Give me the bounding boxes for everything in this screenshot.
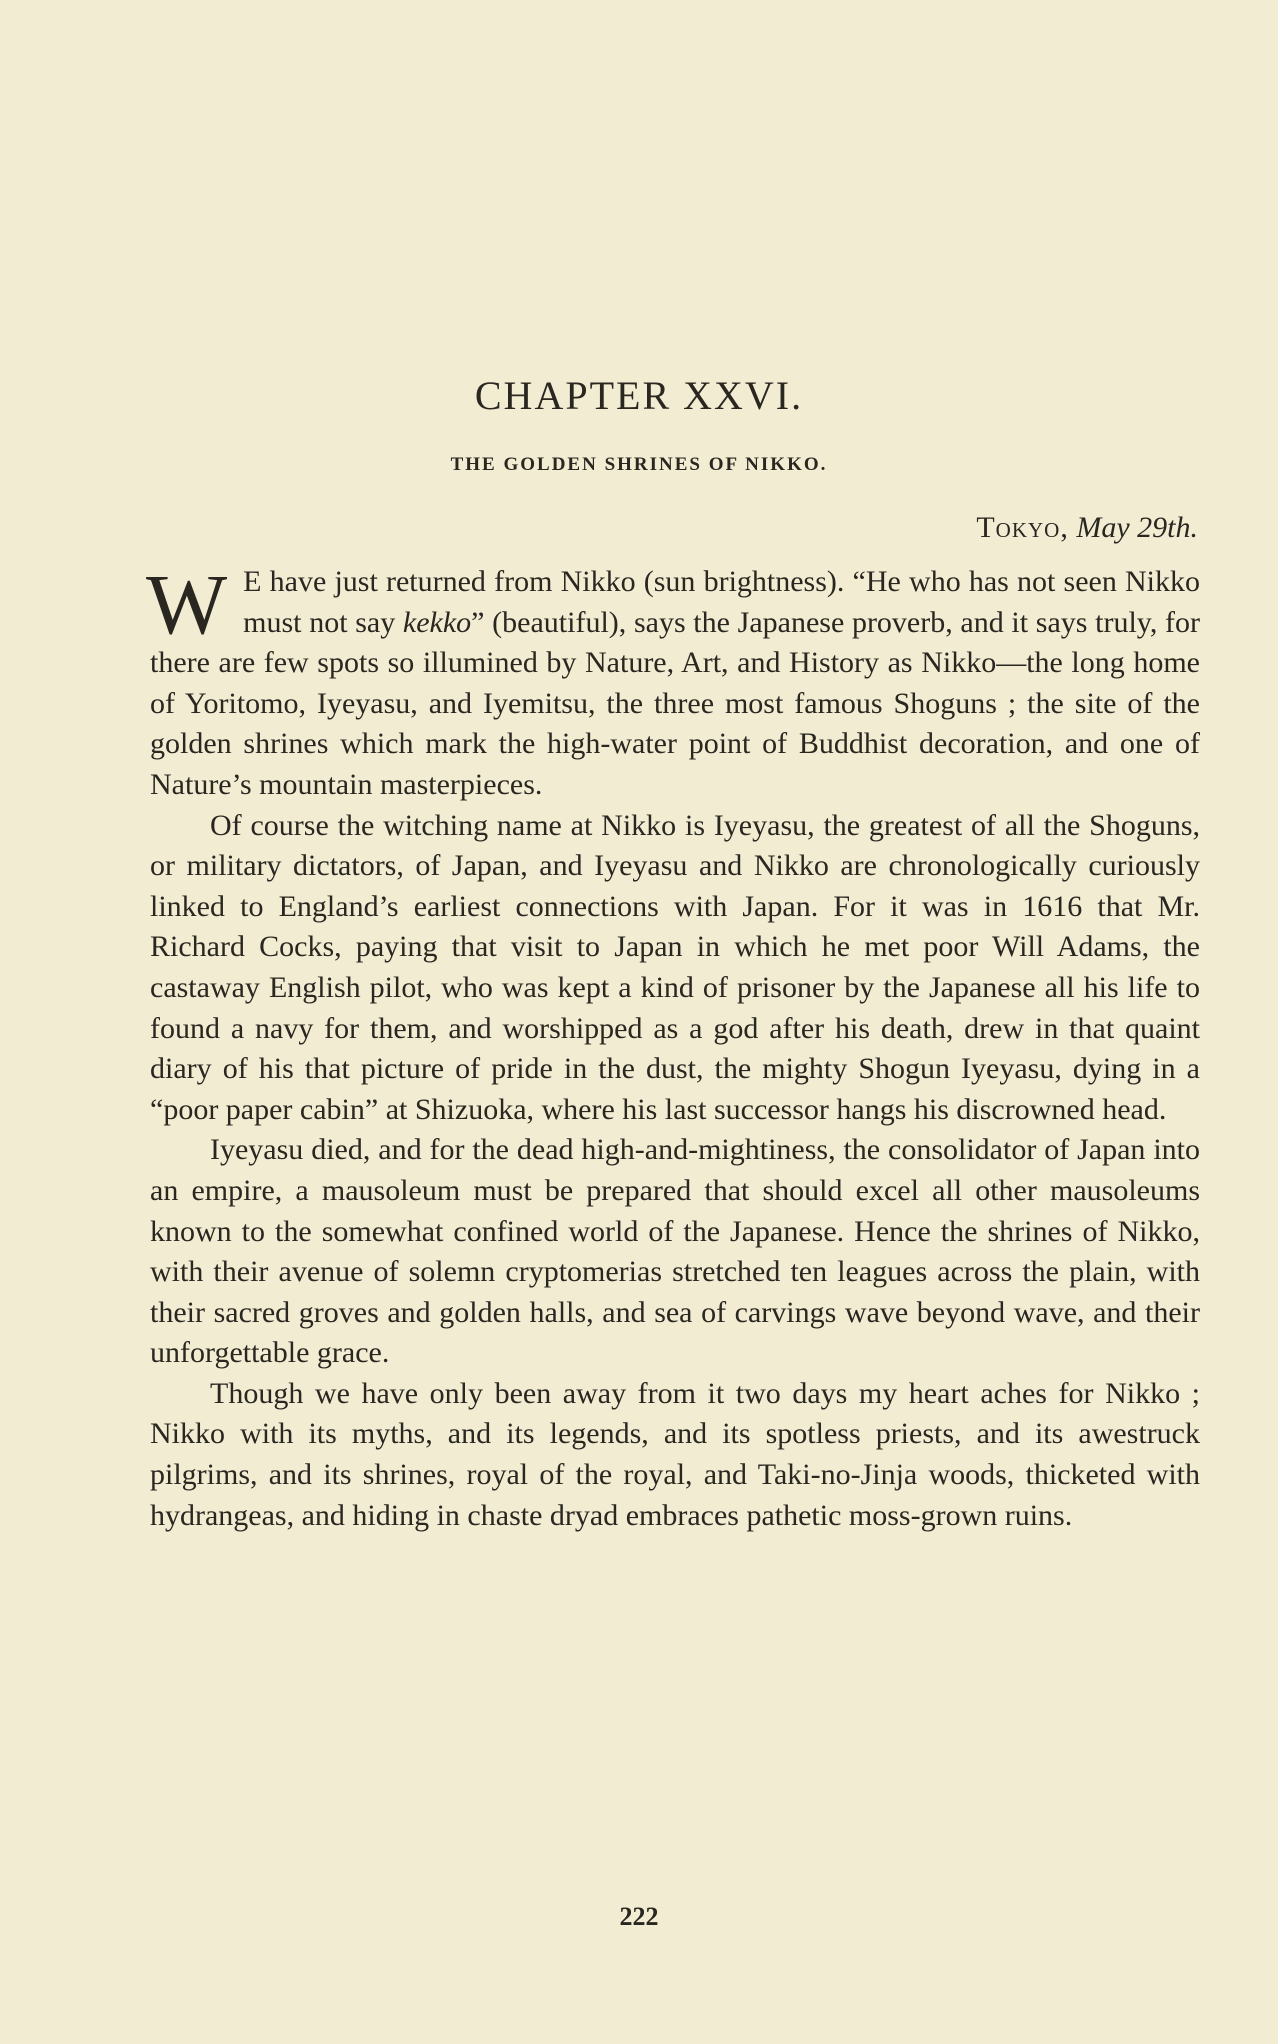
italic-word: kekko (402, 605, 472, 639)
paragraph-1 (146, 556, 1200, 806)
paragraph-3: Iyeyasu died, and for the dead high-and-mightiness, the consolidator of Japan into an empire, a mausoleum must be prepared that should excel all other mausoleums known to the somewhat confined world of the Japanese. Hence the shrines of Nikko, with their avenue of solemn cryptomerias stretched ten leagues across the plain, with their sacred groves and golden halls, and sea of carvings wave beyond wave, and their unforgettable grace. (150, 1133, 1200, 1370)
dateline-date: May 29th. (1076, 511, 1198, 544)
paragraph-2: Of course the witching name at Nikko is Iyeyasu, the greatest of all the Shoguns, or military dictators, of Japan, and Iyeyasu and Nikko are chronologically curiously linked to England’s earliest connections with Japan. For it was in 1616 that Mr. Richard Cocks, paying that visit to Japan in which he met poor Will Adams, the castaway English pilot, who was kept a kind of prisoner by the Japanese all his life to found a navy for them, and worshipped as a god after his death, drew in that quaint diary of his that picture of pride in the dust, the mighty Shogun Iyeyasu, dying in a “poor paper cabin” at Shizuoka, where his last successor hangs his discrowned head. (150, 808, 1200, 1126)
chapter-title: CHAPTER XXVI. (474, 373, 804, 418)
paragraph-4: Though we have only been away from it two days my heart aches for Nikko ; Nikko with its myths, and its legends, and its spotless priests, and its awestruck pilgrims, and its shrines, royal of the royal, and Taki-no-Jinja woods, thicketed with hydrangeas, and hiding in chaste dryad embraces pathetic moss-grown ruins. (150, 1376, 1200, 1532)
chapter-body (146, 556, 1200, 1536)
chapter-subtitle: THE GOLDEN SHRINES OF NIKKO. (450, 454, 828, 475)
drop-cap: W (146, 556, 228, 652)
page-number: 222 (619, 1902, 659, 1931)
dateline-place: Tokyo, (976, 511, 1069, 544)
paragraph-1-text-a: E have just returned from Nikko (sun brightness). “He who has not seen Nikko must not say (243, 565, 1200, 639)
paragraph-1-text-b: ” (beautiful), says the Japanese proverb, and it says truly, for there are few spots so illumined by Nature, Art, and History as Nikko—the long home of Yoritomo, Iyeyasu, and Iyemitsu, the three most famous Shoguns ; the site of the golden shrines which mark the high-water point of Buddhist decoration, and one of Nature’s mountain masterpieces. (150, 605, 1200, 801)
dateline (976, 508, 1198, 548)
